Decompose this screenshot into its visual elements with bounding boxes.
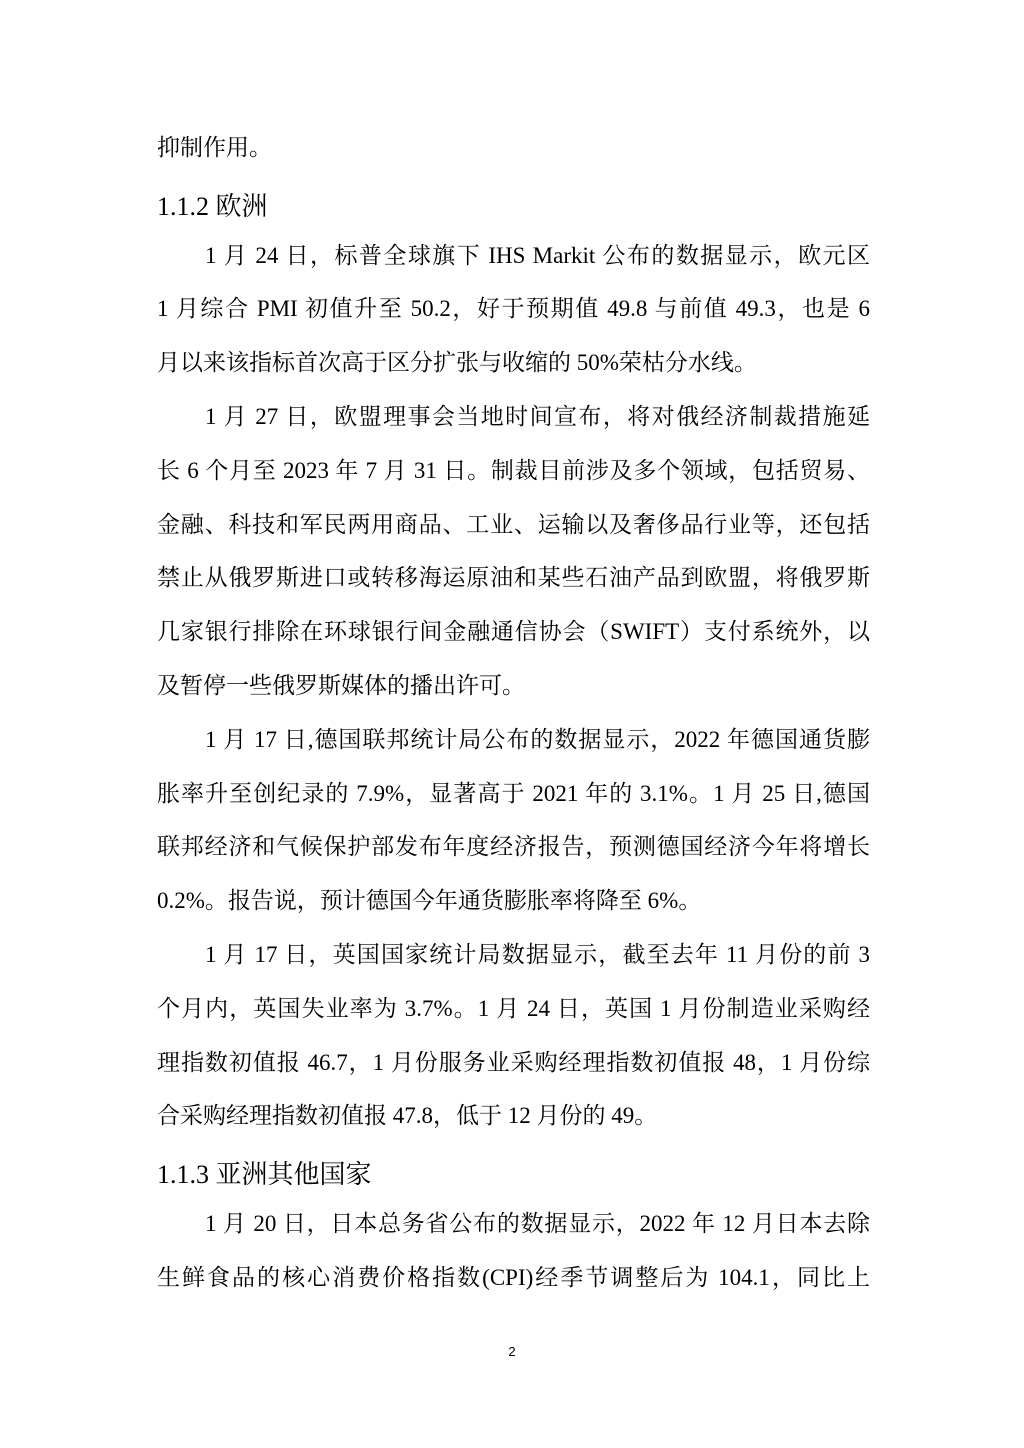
text-line: 1 月 17 日，英国国家统计局数据显示，截至去年 11 月份的前 3	[205, 941, 870, 967]
text-line: 胀率升至创纪录的 7.9%，显著高于 2021 年的 3.1%。1 月 25 日,德国	[157, 780, 870, 806]
text-line: 长 6 个月至 2023 年 7 月 31 日。制裁目前涉及多个领域，包括贸易、	[157, 457, 870, 483]
section-europe	[157, 175, 870, 1143]
paragraph	[157, 713, 870, 928]
text-line: 理指数初值报 46.7，1 月份服务业采购经理指数初值报 48，1 月份综	[157, 1049, 870, 1075]
text-line: 抑制作用。	[157, 135, 272, 160]
text-line: 0.2%。报告说，预计德国今年通货膨胀率将降至 6%。	[157, 888, 702, 914]
page-body	[157, 121, 870, 1305]
text-line: 1 月综合 PMI 初值升至 50.2，好于预期值 49.8 与前值 49.3，也是 6	[157, 296, 870, 322]
text-line: 1 月 27 日，欧盟理事会当地时间宣布，将对俄经济制裁措施延	[205, 403, 870, 429]
text-line: 1 月 17 日,德国联邦统计局公布的数据显示，2022 年德国通货膨	[205, 726, 870, 752]
page-number: 2	[508, 1344, 516, 1359]
section-other-asia	[157, 1143, 870, 1304]
text-line: 合采购经理指数初值报 47.8，低于 12 月份的 49。	[157, 1103, 658, 1129]
paragraph	[157, 1197, 870, 1305]
paragraph	[157, 928, 870, 1143]
section-heading: 1.1.2 欧洲	[157, 191, 268, 221]
text-line: 几家银行排除在环球银行间金融通信协会（SWIFT）支付系统外，以	[157, 619, 870, 645]
text-line: 金融、科技和军民两用商品、工业、运输以及奢侈品行业等，还包括	[157, 511, 870, 537]
text-line: 1 月 24 日，标普全球旗下 IHS Markit 公布的数据显示，欧元区	[205, 242, 870, 268]
text-line: 1 月 20 日，日本总务省公布的数据显示，2022 年 12 月日本去除	[205, 1210, 870, 1236]
text-line: 联邦经济和气候保护部发布年度经济报告，预测德国经济今年将增长	[157, 834, 870, 860]
text-line: 月以来该指标首次高于区分扩张与收缩的 50%荣枯分水线。	[157, 350, 757, 376]
section-heading: 1.1.3 亚洲其他国家	[157, 1160, 372, 1190]
text-line: 个月内，英国失业率为 3.7%。1 月 24 日，英国 1 月份制造业采购经	[157, 995, 870, 1021]
text-line: 生鲜食品的核心消费价格指数(CPI)经季节调整后为 104.1，同比上	[157, 1264, 870, 1290]
paragraph-continued	[157, 121, 870, 175]
text-line: 及暂停一些俄罗斯媒体的播出许可。	[157, 672, 525, 698]
text-line: 禁止从俄罗斯进口或转移海运原油和某些石油产品到欧盟，将俄罗斯	[157, 565, 870, 591]
paragraph	[157, 229, 870, 390]
paragraph	[157, 390, 870, 713]
